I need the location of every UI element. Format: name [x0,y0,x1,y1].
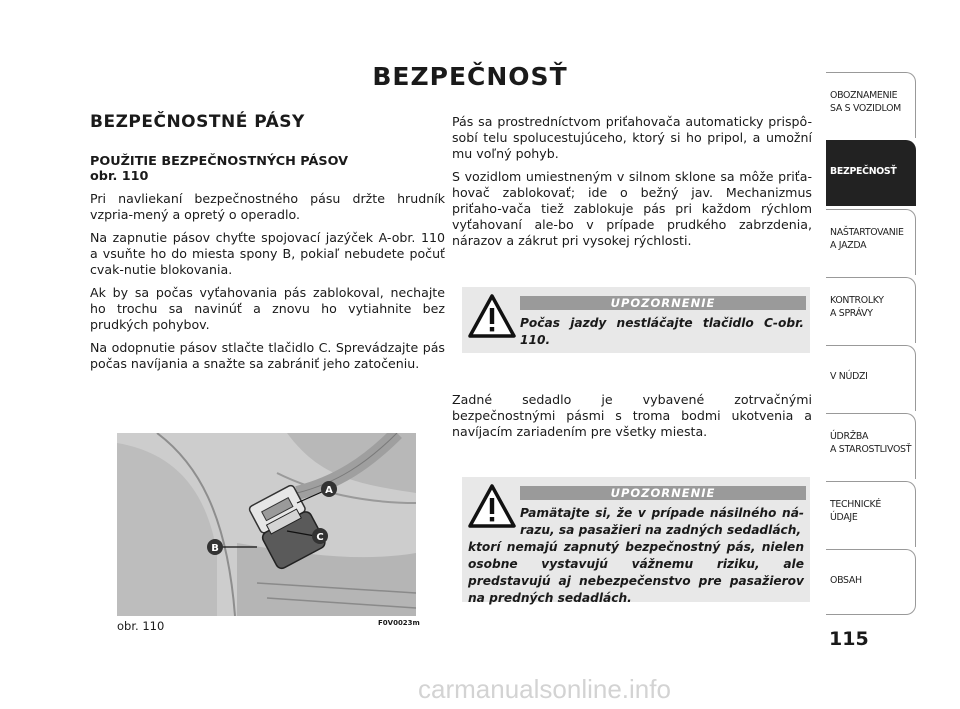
warning-text: Počas jazdy nestláčajte tlačidlo C-obr. 110. [520,316,804,347]
tab-kontrolky[interactable]: KONTROLKY A SPRÁVY [826,277,916,343]
callout-b-label: B [211,543,219,554]
tab-v-nudzi[interactable]: V NÚDZI [826,345,916,411]
callout-a-label: A [325,485,333,496]
seatbelt-figure [117,433,416,616]
paragraph: Pás sa prostredníctvom priťahovača automaticky prispô-sobí telu spolucestujúceho, ktorý si ho pripol, a umožní mu voľný pohyb. [452,114,812,161]
figure-code: F0V0023m [378,619,420,627]
warning-text: ktorí nemajú zapnutý bezpečnostný pás, nielen osobne vystavujú vážnemu riziku, ale predstavujú aj nebezpečenstvo pre pasažierov na predných sedadlách. [468,540,804,605]
page-title: BEZPEČNOSŤ [372,62,568,91]
paragraph: Ak by sa počas vyťahovania pás zablokoval, nechajte ho trochu sa navinúť a znovu ho vytiahnite bez prudkých pohybov. [90,285,445,332]
warning-text: Pamätajte si, že v prípade násilného ná-razu, sa pasažieri na zadných sedadlách, [520,506,804,537]
section-title: BEZPEČNOSTNÉ PÁSY [90,112,305,132]
paragraph: Na zapnutie pásov chyťte spojovací jazýček A-obr. 110 a vsuňte ho do miesta spony B, pokiaľ nebudete počuť cvak-nutie blokovania. [90,230,445,277]
tab-oboznamenie[interactable]: OBOZNAMENIE SA S VOZIDLOM [826,72,916,138]
callout-c-label: C [316,532,324,543]
figure-caption: obr. 110 [117,619,165,633]
warning-label: UPOZORNENIE [520,486,806,500]
warning-triangle-icon [468,294,516,338]
warning-box [462,287,810,353]
paragraph: Na odopnutie pásov stlačte tlačidlo C. Sprevádzajte pás počas navíjania a snažte sa zabrániť jeho zatočeniu. [90,340,445,371]
paragraph: Zadné sedadlo je vybavené zotrvačnými bezpečnostnými pásmi s troma bodmi ukotvenia a navíjacím zariadením pre všetky miesta. [452,392,812,439]
tab-udrzba[interactable]: ÚDRŽBA A STAROSTLIVOSŤ [826,413,916,479]
tab-obsah[interactable]: OBSAH [826,549,916,615]
paragraph: Pri navliekaní bezpečnostného pásu držte hrudník vzpria-mený a opretý o operadlo. [90,191,445,222]
tab-nastartovanie[interactable]: NAŠTARTOVANIE A JAZDA [826,209,916,275]
seatbelt-buckle-illustration [117,433,416,616]
page-number: 115 [829,628,869,650]
paragraph: S vozidlom umiestneným v silnom sklone sa môže priťa-hovač zablokovať; ide o bežný jav. Mechanizmus priťaho-vača tiež zablokuje pás pri každom rýchlom vyťahovaní ale-bo v prípade prudkého zabrzdenia, nárazov a zákrut pri vysokej rýchlosti. [452,169,812,248]
chapter-tabs [826,72,916,620]
warning-triangle-icon [468,484,516,528]
tab-technicke-udaje[interactable]: TECHNICKÉ ÚDAJE [826,481,916,547]
warning-label: UPOZORNENIE [520,296,806,310]
subsection-title: POUŽITIE BEZPEČNOSTNÝCH PÁSOV obr. 110 [90,154,349,184]
right-column [452,114,812,256]
left-column [90,114,445,379]
tab-bezpecnost[interactable]: BEZPEČNOSŤ [826,140,916,206]
warning-box [462,477,810,605]
watermark: carmanualsonline.info [418,674,671,704]
